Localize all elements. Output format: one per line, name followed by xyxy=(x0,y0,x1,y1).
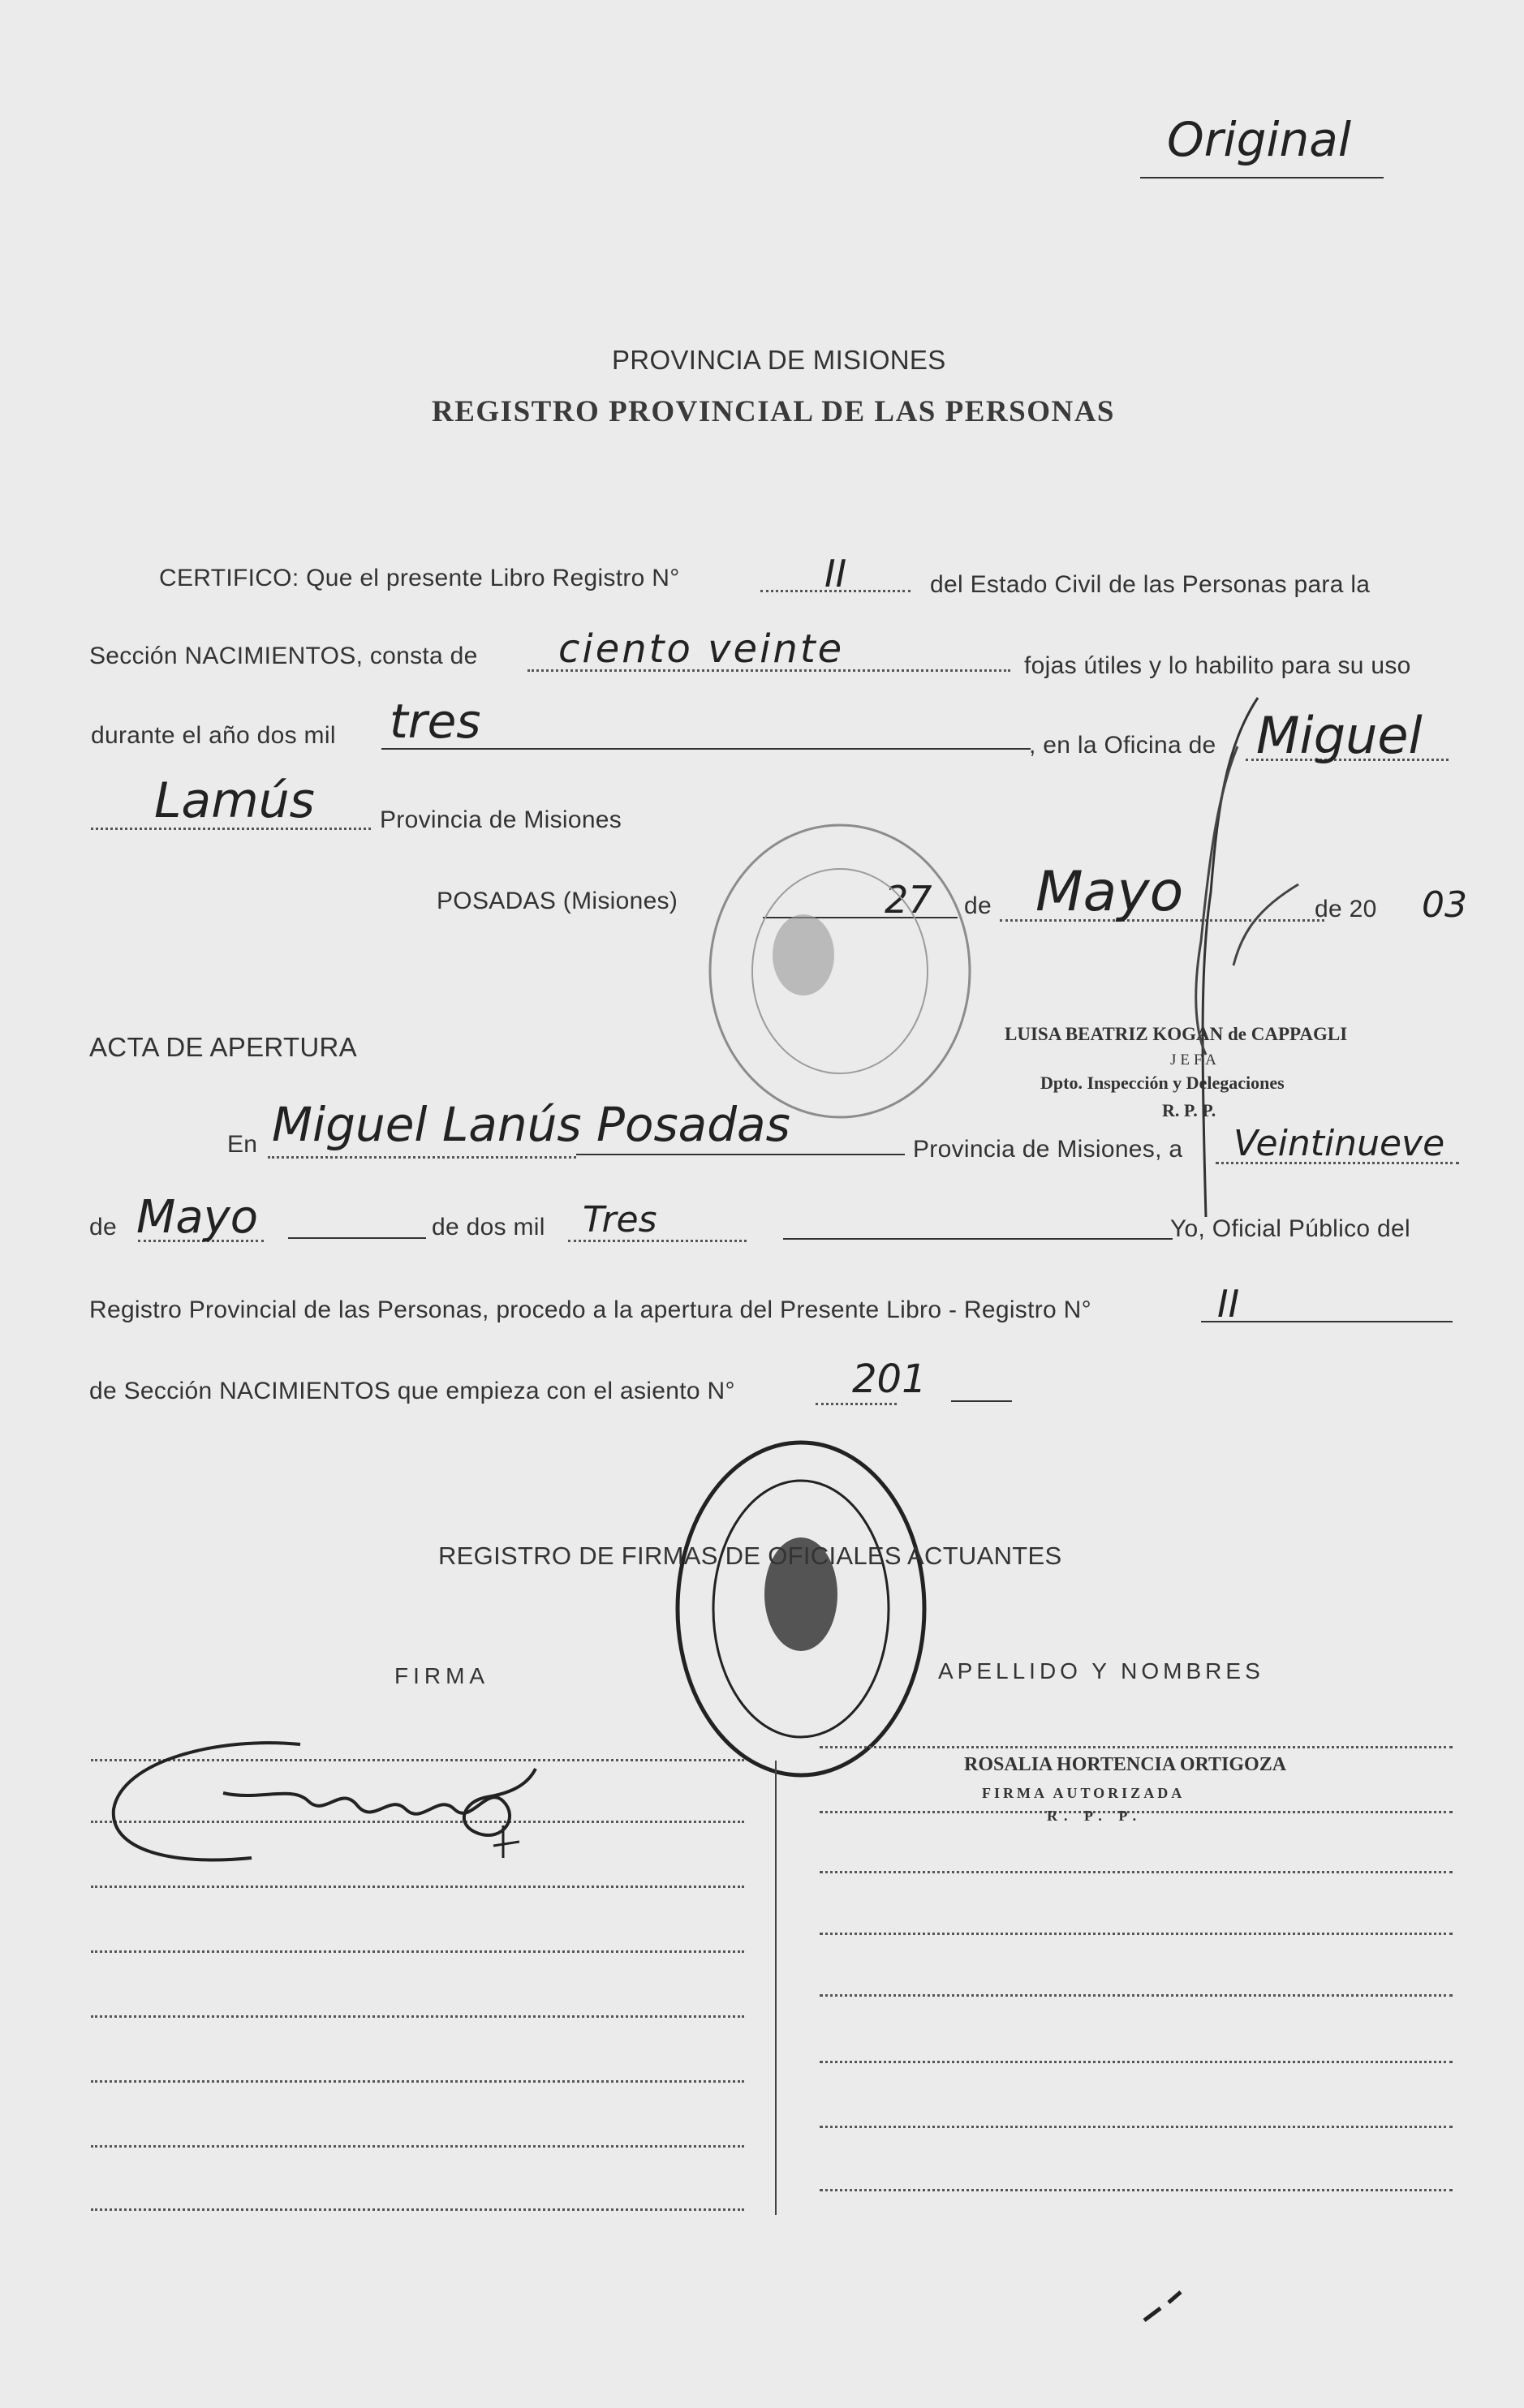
signature-strokes-right xyxy=(998,698,1266,1266)
firma-row xyxy=(91,2015,744,2018)
acta-month-handwritten: Mayo xyxy=(136,1191,259,1244)
cert-office-handwritten-1: Miguel xyxy=(1256,706,1423,765)
official-stamp-1-name: LUISA BEATRIZ KOGAN de CAPPAGLI xyxy=(1005,1024,1348,1044)
cert-line2-a: Sección NACIMIENTOS, consta de xyxy=(89,643,478,669)
firmas-col-firma: FIRMA xyxy=(394,1663,490,1688)
cert-line1-a: CERTIFICO: Que el presente Libro Registro N° xyxy=(159,565,680,591)
firma-row xyxy=(91,2208,744,2211)
acta-provincia: Provincia de Misiones, a xyxy=(913,1136,1183,1163)
cert-line2-b: fojas útiles y lo habilito para su uso xyxy=(1024,652,1411,679)
registry-seal-faint xyxy=(698,815,982,1128)
nombre-row xyxy=(820,1871,1453,1873)
nombre-row xyxy=(820,2126,1453,2128)
firma-row xyxy=(91,2080,744,2083)
acta-yo: Yo, Oficial Público del xyxy=(1170,1215,1410,1242)
cert-date-de: de xyxy=(964,892,992,919)
original-handwritten-mark: Original xyxy=(1167,112,1351,167)
registry-heading: REGISTRO PROVINCIAL DE LAS PERSONAS xyxy=(432,395,1116,428)
acta-title: ACTA DE APERTURA xyxy=(89,1032,357,1062)
registry-seal-dark xyxy=(665,1432,937,1789)
official-stamp-1-abbr: R. P. P. xyxy=(1162,1100,1216,1120)
firma-row xyxy=(91,2145,744,2148)
acta-place-handwritten: Miguel Lanús Posadas xyxy=(272,1097,790,1152)
officer-signature xyxy=(97,1736,552,1882)
firmas-col-nombres: APELLIDO Y NOMBRES xyxy=(938,1658,1264,1683)
acta-libro-number: II xyxy=(1217,1282,1240,1326)
nombre-row xyxy=(820,2189,1453,2191)
firmas-column-divider xyxy=(775,1761,777,2215)
cert-month-handwritten: Mayo xyxy=(1035,860,1184,924)
acta-year-handwritten: Tres xyxy=(583,1199,657,1241)
cert-year-suffix-handwritten: 03 xyxy=(1422,884,1467,926)
nombre-row xyxy=(820,1994,1453,1997)
cert-line1-b: del Estado Civil de las Personas para la xyxy=(930,571,1371,598)
official-stamp-1-dept: Dpto. Inspección y Delegaciones xyxy=(1040,1073,1285,1093)
official-stamp-2-line2: FIRMA AUTORIZADA xyxy=(982,1785,1186,1801)
acta-dosmil: de dos mil xyxy=(432,1214,545,1241)
firma-row xyxy=(91,1886,744,1888)
official-stamp-2-name: ROSALIA HORTENCIA ORTIGOZA xyxy=(964,1754,1287,1775)
province-heading: PROVINCIA DE MISIONES xyxy=(612,345,946,375)
official-stamp-1-role: JEFA xyxy=(1170,1051,1220,1069)
cert-line3-b: , en la Oficina de xyxy=(1029,732,1216,759)
nombre-row xyxy=(820,2061,1453,2063)
cert-year-prefix: de 20 xyxy=(1315,896,1377,922)
nombre-row xyxy=(820,1933,1453,1935)
acta-de: de xyxy=(89,1214,117,1241)
stray-pen-marks xyxy=(1136,2288,1201,2337)
cert-line3-a: durante el año dos mil xyxy=(91,722,336,749)
cert-year-handwritten: tres xyxy=(390,694,481,749)
original-underline xyxy=(1140,177,1384,178)
cert-fojas-handwritten: ciento veinte xyxy=(558,626,845,672)
firmas-title: REGISTRO DE FIRMAS DE OFICIALES ACTUANTES xyxy=(438,1542,1062,1570)
nombre-row xyxy=(820,1746,1453,1748)
acta-line4: de Sección NACIMIENTOS que empieza con el asiento N° xyxy=(89,1378,735,1404)
cert-line4-b: Provincia de Misiones xyxy=(380,806,622,833)
acta-day-handwritten: Veintinueve xyxy=(1233,1123,1445,1164)
cert-libro-number: II xyxy=(824,552,847,596)
acta-line3: Registro Provincial de las Personas, procedo a la apertura del Presente Libro - Registro N° xyxy=(89,1296,1091,1323)
acta-en: En xyxy=(227,1131,258,1158)
cert-office-handwritten-2: Lamús xyxy=(154,772,315,829)
cert-place-date: POSADAS (Misiones) xyxy=(437,888,678,914)
acta-asiento-handwritten: 201 xyxy=(852,1357,927,1402)
firma-row xyxy=(91,1950,744,1953)
cert-day-handwritten: 27 xyxy=(885,878,932,922)
official-stamp-2-line3: R. P. P. xyxy=(1047,1808,1143,1824)
